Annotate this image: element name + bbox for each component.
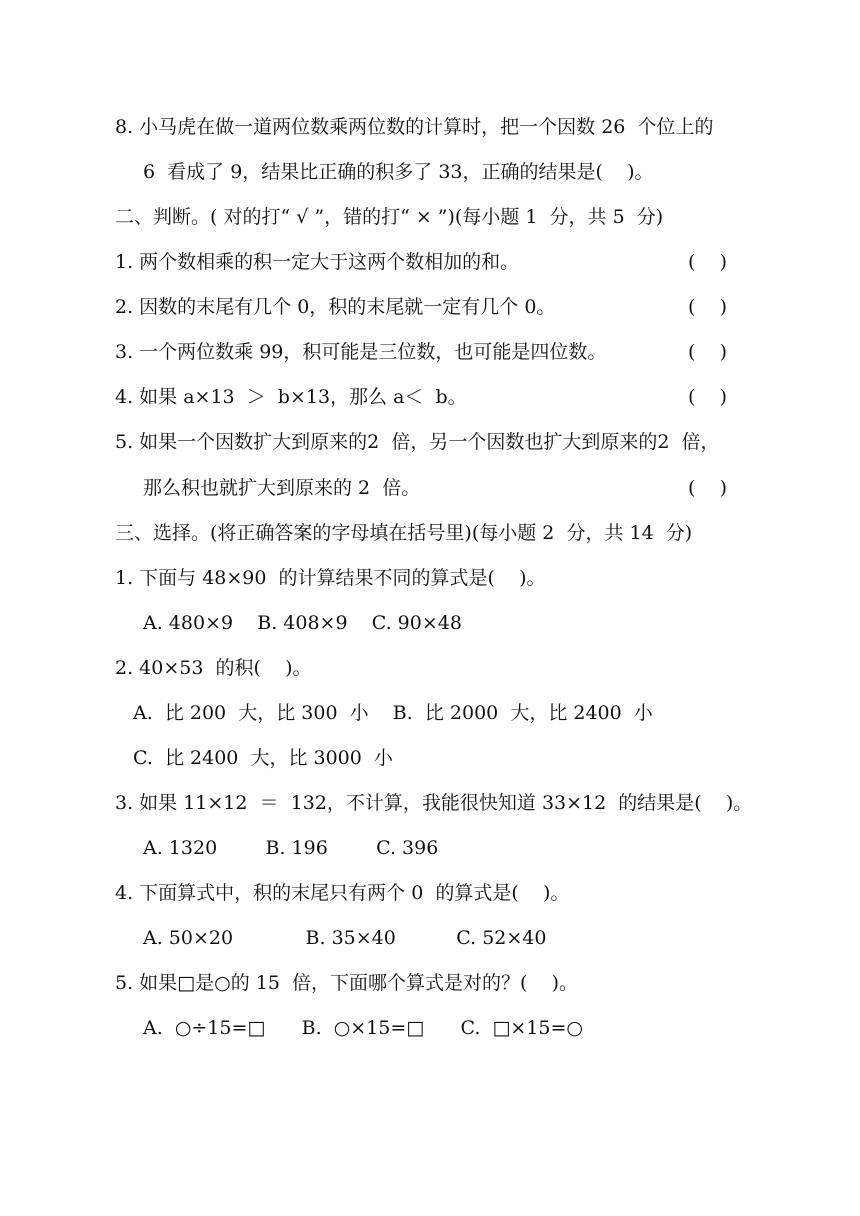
- judge-paren-4[interactable]: ( ): [688, 386, 727, 408]
- judge-paren-5[interactable]: ( ): [688, 477, 727, 499]
- section-2-heading: 二、判断。( 对的打“ √ ”，错的打“ × ”)(每小题 1 分，共 5 分): [115, 206, 664, 228]
- choice-q2: 2. 40×53 的积( )。: [115, 657, 312, 679]
- choice-q2-option-c: C. 比 2400 大，比 3000 小: [133, 747, 393, 769]
- choice-q3-options: A. 1320 B. 196 C. 396: [143, 837, 439, 859]
- judge-paren-2[interactable]: ( ): [688, 296, 727, 318]
- judge-paren-1[interactable]: ( ): [688, 251, 727, 273]
- q8-line-2: 6 看成了 9，结果比正确的积多了 33，正确的结果是( )。: [143, 161, 654, 183]
- choice-q1-options: A. 480×9 B. 408×9 C. 90×48: [143, 612, 462, 634]
- judge-item-5-line-2: 那么积也就扩大到原来的 2 倍。: [143, 477, 421, 499]
- judge-item-5-line-1: 5. 如果一个因数扩大到原来的2 倍，另一个因数也扩大到原来的2 倍，: [115, 431, 720, 453]
- q8-line-1: 8. 小马虎在做一道两位数乘两位数的计算时，把一个因数 26 个位上的: [115, 116, 714, 138]
- choice-q4-options: A. 50×20 B. 35×40 C. 52×40: [143, 927, 547, 949]
- judge-paren-3[interactable]: ( ): [688, 341, 727, 363]
- section-3-heading: 三、选择。(将正确答案的字母填在括号里)(每小题 2 分，共 14 分): [115, 522, 693, 544]
- judge-item-4: 4. 如果 a×13 ＞ b×13，那么 a＜ b。: [115, 386, 467, 408]
- choice-q2-options-ab: A. 比 200 大，比 300 小 B. 比 2000 大，比 2400 小: [133, 702, 653, 724]
- choice-q5-options: A. ○÷15=□ B. ○×15=□ C. □×15=○: [143, 1017, 584, 1039]
- choice-q5: 5. 如果□是○的 15 倍，下面哪个算式是对的？( )。: [115, 972, 578, 994]
- choice-q1: 1. 下面与 48×90 的计算结果不同的算式是( )。: [115, 567, 546, 589]
- judge-item-1: 1. 两个数相乘的积一定大于这两个数相加的和。: [115, 251, 520, 273]
- judge-item-2: 2. 因数的末尾有几个 0，积的末尾就一定有几个 0。: [115, 296, 556, 318]
- choice-q4: 4. 下面算式中，积的末尾只有两个 0 的算式是( )。: [115, 882, 570, 904]
- choice-q3: 3. 如果 11×12 ＝ 132，不计算，我能很快知道 33×12 的结果是( )。: [115, 792, 753, 814]
- judge-item-3: 3. 一个两位数乘 99，积可能是三位数，也可能是四位数。: [115, 341, 607, 363]
